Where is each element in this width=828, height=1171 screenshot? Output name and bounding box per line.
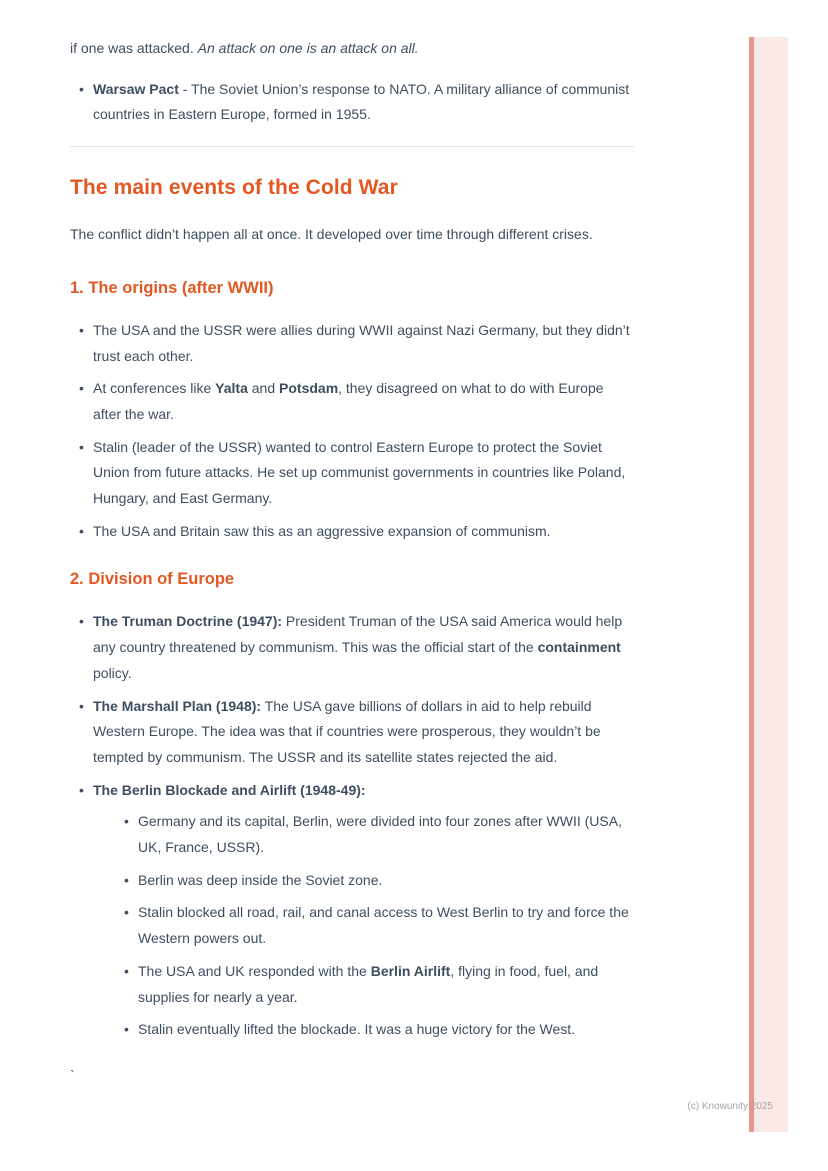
list-item: • The Truman Doctrine (1947): President Truman of the USA said America would help any country threatened by communism. This was the official start of the containment policy.: [70, 609, 634, 686]
list-item: • Stalin (leader of the USSR) wanted to control Eastern Europe to protect the Soviet Union from future attacks. He set up communist governments in countries like Poland, Hungary, and East Germany.: [70, 435, 634, 512]
sub-list-item: • The USA and UK responded with the Berlin Airlift, flying in food, fuel, and supplies for nearly a year.: [115, 959, 634, 1010]
lead-paragraph: The conflict didn’t happen all at once. It developed over time through different crises.: [70, 226, 593, 243]
main-heading: The main events of the Cold War: [70, 176, 398, 200]
sub-list-item: • Berlin was deep inside the Soviet zone.: [115, 868, 634, 894]
section-divider: [70, 146, 634, 147]
list-item: • At conferences like Yalta and Potsdam, they disagreed on what to do with Europe after the war.: [70, 376, 634, 427]
list-item: • The USA and Britain saw this as an aggressive expansion of communism.: [70, 519, 634, 545]
intro-list: [70, 77, 634, 128]
right-margin-stripe: [749, 37, 788, 1132]
sub-list-item: • Stalin eventually lifted the blockade. It was a huge victory for the West.: [115, 1017, 634, 1043]
continuation-italic-quote: An attack on one is an attack on all.: [197, 40, 419, 56]
section-heading-origins: 1. The origins (after WWII): [70, 278, 274, 297]
sub-list-item: • Stalin blocked all road, rail, and canal access to West Berlin to try and force the Western powers out.: [115, 900, 634, 951]
copyright-watermark: (c) Knowunity 2025: [687, 1101, 773, 1112]
list-item: • The Marshall Plan (1948): The USA gave billions of dollars in aid to help rebuild Western Europe. The idea was that if countries were prosperous, they wouldn’t be tempted by communism. The USSR and its satellite states rejected the aid.: [70, 694, 634, 771]
sub-list-item: • Germany and its capital, Berlin, were divided into four zones after WWII (USA, UK, France, USSR).: [115, 809, 634, 860]
origins-list: [70, 318, 634, 545]
list-item: • The USA and the USSR were allies during WWII against Nazi Germany, but they didn’t trust each other.: [70, 318, 634, 369]
list-item: • The Berlin Blockade and Airlift (1948-49): • Germany and its capital, Berlin, were divided into four zones after WWII (USA, UK, France, USSR). • Berlin was deep inside the Soviet zone. • Stalin blocked all road, rail, and canal access to West Berlin to try and force the Western powers out. • The USA and UK responded with the Berlin Airlift, flying in food, fuel, and supplies for nearly a year. • Stalin eventually lifted the blockade. It was a huge victory for the West.: [70, 778, 634, 1043]
continuation-text: if one was attacked.: [70, 40, 198, 56]
berlin-sublist: [115, 809, 634, 1043]
page-content: [70, 36, 634, 1082]
division-list: [70, 609, 634, 1043]
continuation-paragraph: [70, 36, 634, 62]
stray-backtick: `: [70, 1066, 75, 1083]
section-heading-division: 2. Division of Europe: [70, 570, 235, 589]
list-item: • Warsaw Pact - The Soviet Union’s response to NATO. A military alliance of communist countries in Eastern Europe, formed in 1955.: [70, 77, 634, 128]
